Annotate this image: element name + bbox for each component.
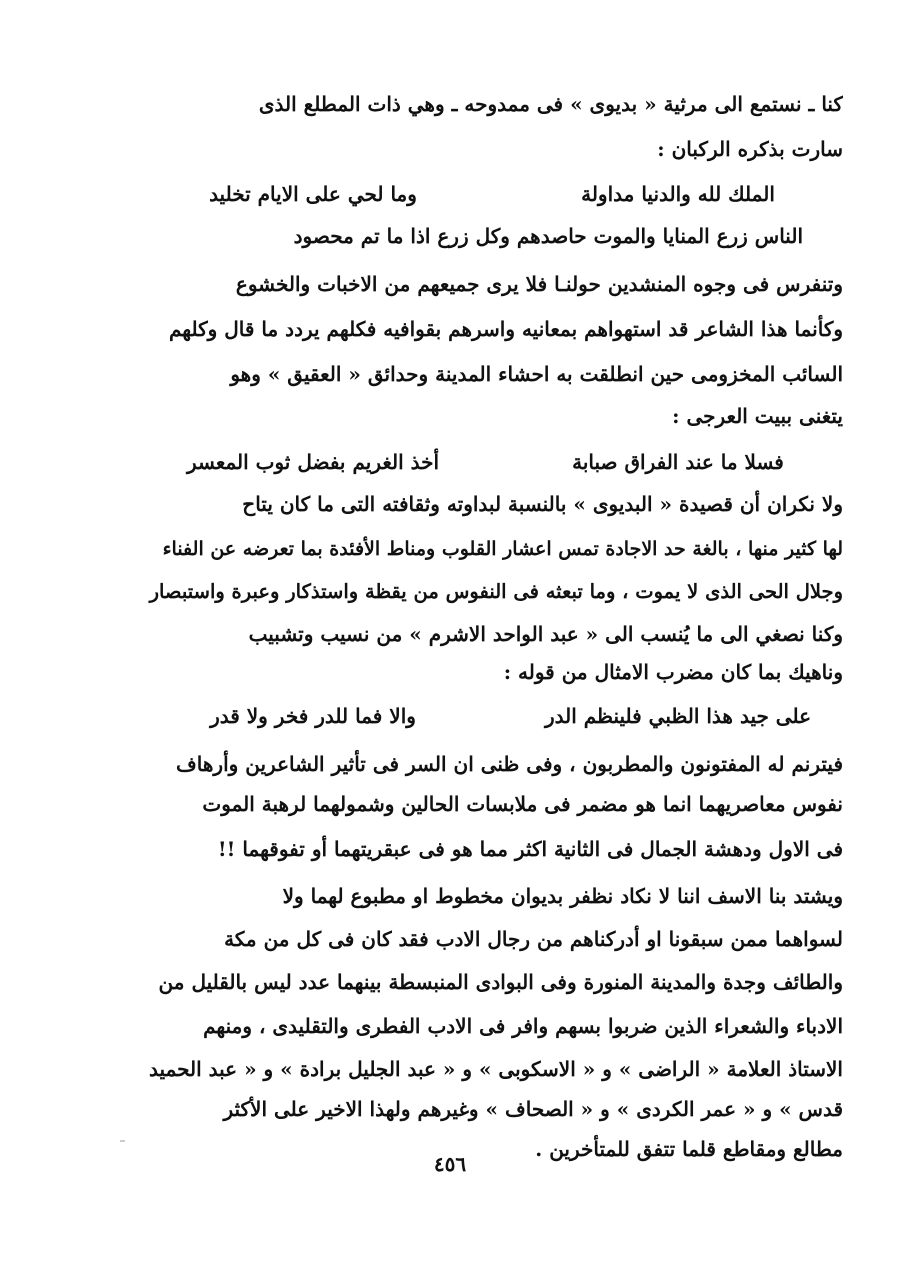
verse-line <box>148 696 843 736</box>
verse-hemistich-first: فسلا ما عند الفراق صبابة <box>572 450 784 474</box>
text-line: والطائف وجدة والمدينة المنورة وفى البوادى المنبسطة بينهما عدد ليس بالقليل من <box>158 970 843 994</box>
verse-line <box>148 174 843 214</box>
text-line: الاستاذ العلامة « الراضى » و « الاسكوبى » و « عبد الجليل برادة » و « عبد الحميد <box>149 1057 843 1081</box>
text-line: نفوس معاصريهما انما هو مضمر فى ملابسات الحالين وشمولهما لرهبة الموت <box>202 792 843 816</box>
text-line: وتنفرس فى وجوه المنشدين حولنـا فلا يرى جميعهم من الاخبات والخشوع <box>235 272 843 296</box>
text-line: وناهيك بما كان مضرب الامثال من قوله : <box>503 660 843 684</box>
text-line: الادباء والشعراء الذين ضربوا بسهم وافر فى الادب الفطرى والتقليدى ، ومنهم <box>203 1014 843 1038</box>
text-line: كنا ـ نستمع الى مرثية « بديوى » فى ممدوحه ـ وهي ذات المطلع الذى <box>258 92 843 116</box>
text-line: وكأنما هذا الشاعر قد استهواهم بمعانيه واسرهم بقوافيه فكلهم يردد ما قال وكلهم <box>168 317 843 341</box>
verse-line-full: الناس زرع المنايا والموت حاصدهم وكل زرع اذا ما تم محصود <box>293 224 803 248</box>
text-line: السائب المخزومى حين انطلقت به احشاء المدينة وحدائق « العقيق » وهو <box>230 362 843 386</box>
text-line: وجلال الحى الذى لا يموت ، وما تبعثه فى النفوس من يقظة واستذكار وعبرة واستبصار <box>149 580 843 603</box>
verse-line <box>148 442 843 482</box>
text-line: وكنا نصغي الى ما يُنسب الى « عبد الواحد الاشرم » من نسيب وتشبيب <box>248 622 843 646</box>
text-line: لسواهما ممن سبقونا او أدركناهم من رجال الادب فقد كان فى كل من مكة <box>224 927 843 951</box>
text-line: ولا نكران أن قصيدة « البديوى » بالنسبة لبداوته وثقافته التى ما كان يتاح <box>242 492 843 516</box>
verse-hemistich-second: وما لحي على الايام تخليد <box>209 182 417 206</box>
verse-hemistich-first: على جيد هذا الظبي فلينظم الدر <box>544 704 812 728</box>
text-line: ويشتد بنا الاسف اننا لا نكاد نظفر بديوان مخطوط او مطبوع لهما ولا <box>282 884 843 908</box>
text-line: فى الاول ودهشة الجمال فى الثانية اكثر مما هو فى عبقريتهما أو تفوقهما !! <box>217 837 843 861</box>
text-line: مطالع ومقاطع قلما تتفق للمتأخرين . <box>535 1137 843 1161</box>
text-line: سارت بذكره الركبان : <box>657 137 843 161</box>
verse-hemistich-second: والا فما للدر فخر ولا قدر <box>210 704 416 728</box>
page-number: ٤٥٦ <box>433 1152 467 1176</box>
verse-hemistich-second: أخذ الغريم بفضل ثوب المعسر <box>186 450 440 474</box>
text-line: يتغنى ببيت العرجى : <box>672 404 843 428</box>
verse-hemistich-first: الملك لله والدنيا مداولة <box>581 182 775 206</box>
text-line: قدس » و « عمر الكردى » و « الصحاف » وغيرهم ولهذا الاخير على الأكثر <box>223 1097 843 1121</box>
text-line: فيترنم له المفتونون والمطربون ، وفى ظنى ان السر فى تأثير الشاعرين وأرهاف <box>176 752 843 776</box>
scan-mark <box>120 1140 125 1142</box>
text-line: لها كثير منها ، بالغة حد الاجادة تمس اعشار القلوب ومناط الأفئدة بما تعرضه عن الفناء <box>162 538 843 560</box>
